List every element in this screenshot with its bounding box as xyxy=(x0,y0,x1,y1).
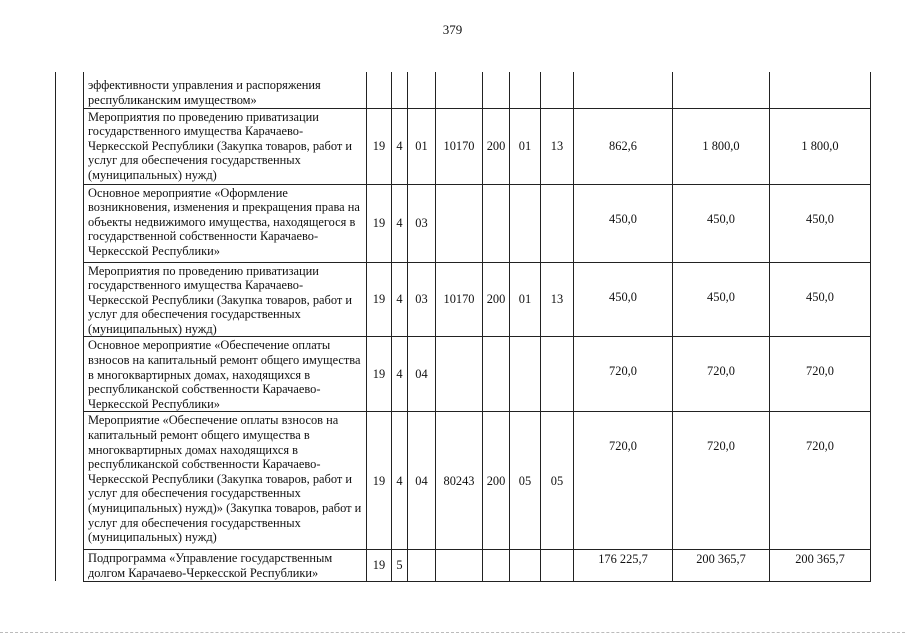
code-cell: 4 xyxy=(392,184,408,262)
amount-cell: 450,0 xyxy=(574,184,673,262)
amount-cell: 1 800,0 xyxy=(770,108,871,184)
amount-cell xyxy=(673,72,770,108)
row-name-cell: Мероприятия по проведению приватизации государственного имущества Карачаево-Черкесской Республики (Закупка товаров, работ и услуг для обеспечения государственных (муниципальных) нужд) xyxy=(84,262,367,337)
code-cell xyxy=(541,72,574,108)
margin-cell xyxy=(56,412,84,550)
code-cell xyxy=(436,72,483,108)
code-cell: 13 xyxy=(541,262,574,337)
table-row xyxy=(56,550,871,581)
amount-cell: 862,6 xyxy=(574,108,673,184)
amount-cell: 720,0 xyxy=(673,412,770,550)
amount-cell: 1 800,0 xyxy=(673,108,770,184)
table-row xyxy=(56,337,871,412)
page-number: 379 xyxy=(442,22,463,37)
code-cell: 200 xyxy=(483,108,510,184)
row-name-cell: Подпрограмма «Управление государственным долгом Карачаево-Черкесской Республики» xyxy=(84,550,367,581)
amount-cell: 200 365,7 xyxy=(673,550,770,581)
code-cell: 80243 xyxy=(436,412,483,550)
table-body xyxy=(56,72,871,581)
code-cell xyxy=(483,337,510,412)
code-cell: 4 xyxy=(392,337,408,412)
code-cell xyxy=(541,337,574,412)
code-cell xyxy=(510,550,541,581)
table-row xyxy=(56,412,871,550)
amount-cell: 720,0 xyxy=(574,337,673,412)
code-cell: 13 xyxy=(541,108,574,184)
amount-cell: 176 225,7 xyxy=(574,550,673,581)
code-cell xyxy=(483,550,510,581)
amount-cell: 450,0 xyxy=(770,184,871,262)
table-row xyxy=(56,108,871,184)
amount-cell: 720,0 xyxy=(673,337,770,412)
code-cell xyxy=(510,72,541,108)
code-cell: 03 xyxy=(408,184,436,262)
code-cell xyxy=(483,184,510,262)
code-cell xyxy=(510,184,541,262)
amount-cell: 450,0 xyxy=(574,262,673,337)
code-cell xyxy=(436,337,483,412)
code-cell: 19 xyxy=(367,108,392,184)
code-cell: 04 xyxy=(408,337,436,412)
margin-cell xyxy=(56,184,84,262)
code-cell: 19 xyxy=(367,262,392,337)
scan-edge-line xyxy=(0,632,905,636)
margin-cell xyxy=(56,262,84,337)
code-cell: 19 xyxy=(367,184,392,262)
row-name-cell: Основное мероприятие «Оформление возникновения, изменения и прекращения права на объекты недвижимого имущества, находящегося в государственной собственности Карачаево-Черкесской Республики» xyxy=(84,184,367,262)
code-cell: 4 xyxy=(392,108,408,184)
code-cell: 19 xyxy=(367,550,392,581)
code-cell xyxy=(392,72,408,108)
amount-cell xyxy=(574,72,673,108)
table-row xyxy=(56,262,871,337)
margin-cell xyxy=(56,337,84,412)
amount-cell: 450,0 xyxy=(673,262,770,337)
amount-cell: 720,0 xyxy=(770,337,871,412)
code-cell xyxy=(541,550,574,581)
code-cell xyxy=(436,184,483,262)
table-row xyxy=(56,72,871,108)
code-cell xyxy=(436,550,483,581)
amount-cell: 450,0 xyxy=(770,262,871,337)
code-cell: 19 xyxy=(367,412,392,550)
code-cell: 200 xyxy=(483,412,510,550)
code-cell xyxy=(408,550,436,581)
margin-cell xyxy=(56,108,84,184)
row-name-cell: Мероприятие «Обеспечение оплаты взносов на капитальный ремонт общего имущества в многоквартирных домах находящихся в республиканской собственности Карачаево-Черкесской Республики (Закупка товаров, работ и услуг для обеспечения государственных (муниципальных) нужд)» (Закупка товаров, работ и услуг для обеспечения государственных (муниципальных) нужд) xyxy=(84,412,367,550)
code-cell xyxy=(408,72,436,108)
code-cell: 5 xyxy=(392,550,408,581)
code-cell: 04 xyxy=(408,412,436,550)
margin-cell xyxy=(56,550,84,581)
row-name-cell: Мероприятия по проведению приватизации государственного имущества Карачаево-Черкесской Республики (Закупка товаров, работ и услуг для обеспечения государственных (муниципальных) нужд) xyxy=(84,108,367,184)
code-cell: 10170 xyxy=(436,108,483,184)
code-cell: 05 xyxy=(541,412,574,550)
row-name-cell: Основное мероприятие «Обеспечение оплаты взносов на капитальный ремонт общего имущества в многоквартирных домах, находящихся в республиканской собственности Карачаево-Черкесской Республики» xyxy=(84,337,367,412)
margin-cell xyxy=(56,72,84,108)
code-cell: 05 xyxy=(510,412,541,550)
amount-cell: 200 365,7 xyxy=(770,550,871,581)
amount-cell: 450,0 xyxy=(673,184,770,262)
code-cell xyxy=(510,337,541,412)
code-cell: 03 xyxy=(408,262,436,337)
code-cell xyxy=(367,72,392,108)
code-cell: 4 xyxy=(392,262,408,337)
code-cell xyxy=(483,72,510,108)
row-name-cell: эффективности управления и распоряжения республиканским имуществом» xyxy=(84,72,367,108)
code-cell: 200 xyxy=(483,262,510,337)
amount-cell xyxy=(770,72,871,108)
amount-cell: 720,0 xyxy=(574,412,673,550)
code-cell: 01 xyxy=(510,108,541,184)
code-cell: 10170 xyxy=(436,262,483,337)
code-cell: 01 xyxy=(510,262,541,337)
amount-cell: 720,0 xyxy=(770,412,871,550)
code-cell: 4 xyxy=(392,412,408,550)
code-cell: 19 xyxy=(367,337,392,412)
budget-table xyxy=(55,72,871,582)
code-cell: 01 xyxy=(408,108,436,184)
code-cell xyxy=(541,184,574,262)
table-row xyxy=(56,184,871,262)
